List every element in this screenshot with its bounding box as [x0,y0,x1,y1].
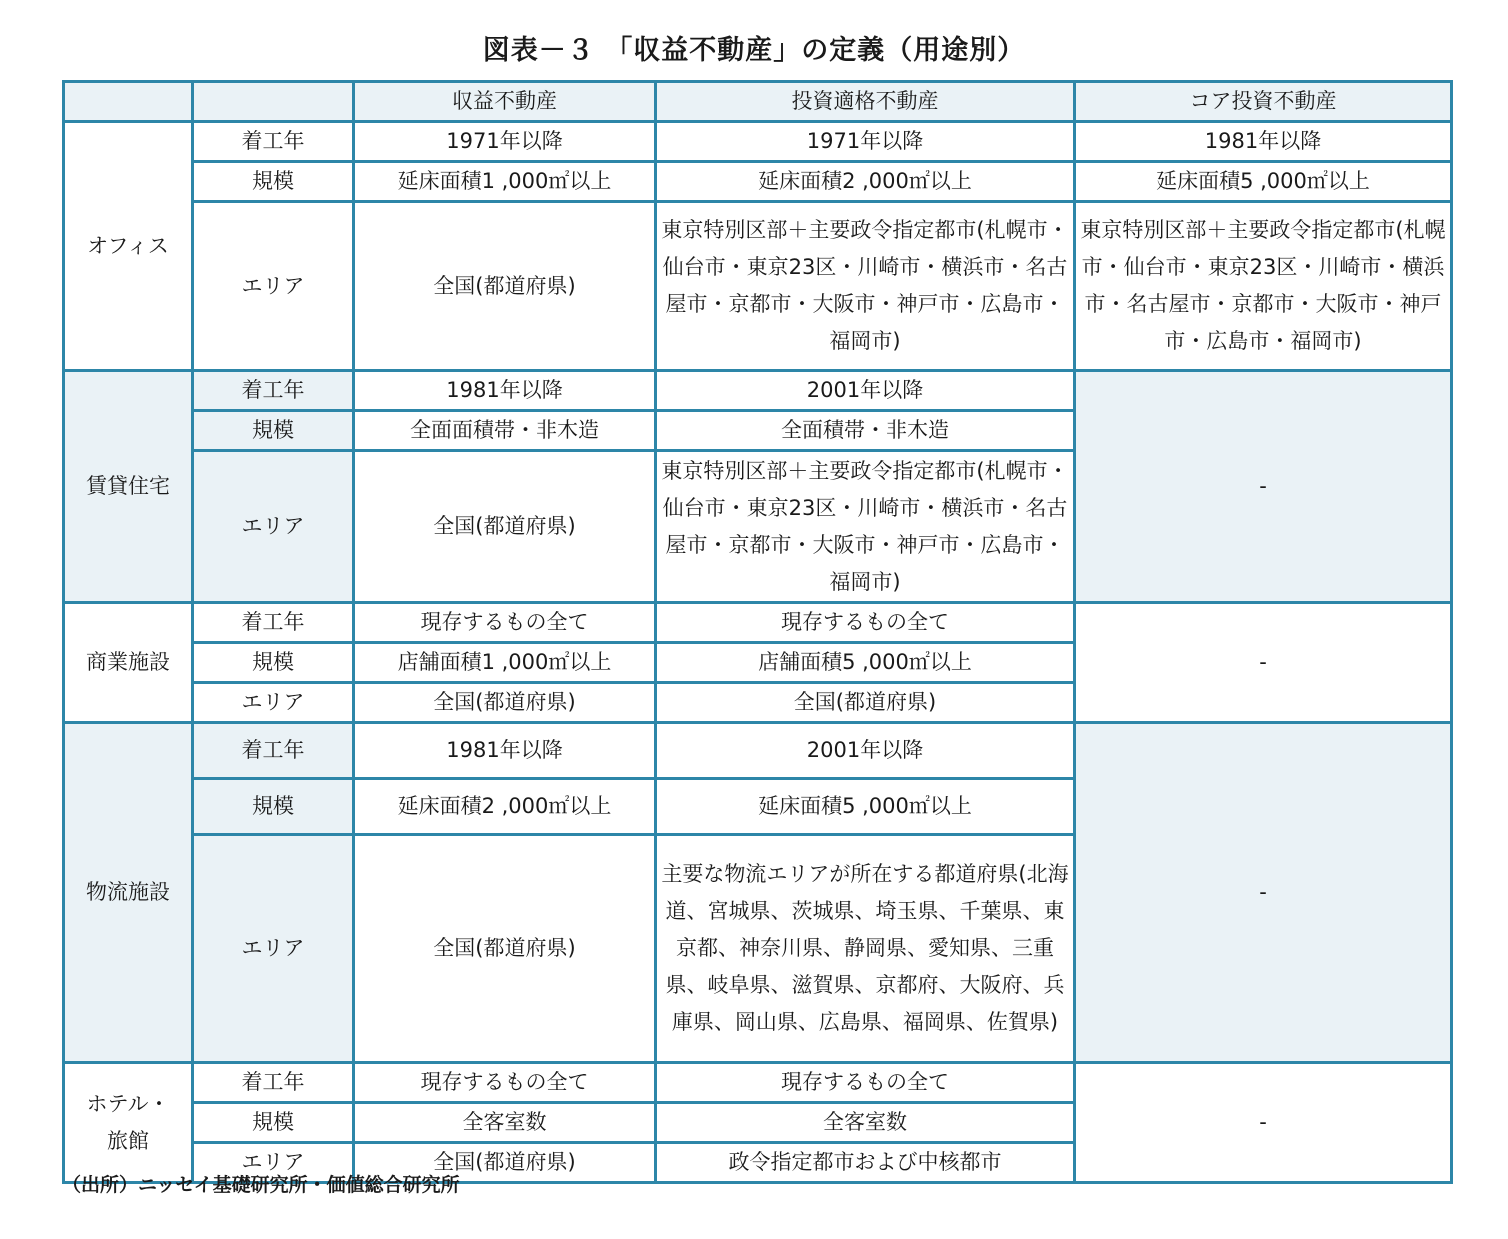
group-hotel [64,1063,193,1183]
attr-scale: 規模 [193,1103,354,1143]
hotel-core-dash: - [1075,1063,1452,1183]
office-area-core: 東京特別区部＋主要政令指定都市(札幌市・仙台市・東京23区・川崎市・横浜市・名古屋市・京都市・大阪市・神戸市・広島市・福岡市) [1075,202,1452,371]
logistics-scale-investment: 延床面積5 ,000㎡以上 [656,779,1075,835]
retail-area-investment: 全国(都道府県) [656,683,1075,723]
retail-year-investment: 現存するもの全て [656,603,1075,643]
attr-area: エリア [193,1143,354,1183]
logistics-year-income: 1981年以降 [354,723,656,779]
logistics-area-investment: 主要な物流エリアが所在する都道府県(北海道、宮城県、茨城県、埼玉県、千葉県、東京都、神奈川県、静岡県、愛知県、三重県、岐阜県、滋賀県、京都府、大阪府、兵庫県、岡山県、広島県、福岡県、佐賀県) [656,835,1075,1063]
attr-scale: 規模 [193,162,354,202]
header-row [64,82,1452,122]
group-office: オフィス [64,122,193,371]
hotel-area-investment: 政令指定都市および中核都市 [656,1143,1075,1183]
rental-scale-investment: 全面積帯・非木造 [656,411,1075,451]
office-scale-income: 延床面積1 ,000㎡以上 [354,162,656,202]
attr-year: 着工年 [193,1063,354,1103]
hotel-year-income: 現存するもの全て [354,1063,656,1103]
attr-scale: 規模 [193,411,354,451]
retail-core-dash: - [1075,603,1452,723]
office-scale-investment: 延床面積2 ,000㎡以上 [656,162,1075,202]
logistics-year-row [64,723,1452,779]
office-year-core: 1981年以降 [1075,122,1452,162]
attr-year: 着工年 [193,603,354,643]
page-title: 図表－３ 「収益不動産」の定義（用途別） [482,35,1026,66]
logistics-area-income: 全国(都道府県) [354,835,656,1063]
hotel-scale-income: 全客室数 [354,1103,656,1143]
office-year-investment: 1971年以降 [656,122,1075,162]
source-note: （出所）ニッセイ基礎研究所・価値総合研究所 [62,1174,460,1196]
retail-scale-investment: 店舗面積5 ,000㎡以上 [656,643,1075,683]
hotel-year-row [64,1063,1452,1103]
header-income-property: 収益不動産 [354,82,656,122]
attr-area: エリア [193,451,354,603]
office-area-income: 全国(都道府県) [354,202,656,371]
group-rental-housing: 賃貸住宅 [64,371,193,603]
header-cell-blank-2 [193,82,354,122]
definition-table [62,80,1453,1184]
attr-scale: 規模 [193,779,354,835]
office-year-row [64,122,1452,162]
rental-scale-income: 全面面積帯・非木造 [354,411,656,451]
office-area-investment: 東京特別区部＋主要政令指定都市(札幌市・仙台市・東京23区・川崎市・横浜市・名古屋市・京都市・大阪市・神戸市・広島市・福岡市) [656,202,1075,371]
office-scale-core: 延床面積5 ,000㎡以上 [1075,162,1452,202]
header-investment-grade: 投資適格不動産 [656,82,1075,122]
attr-year: 着工年 [193,122,354,162]
group-logistics: 物流施設 [64,723,193,1063]
logistics-core-dash: - [1075,723,1452,1063]
attr-year: 着工年 [193,723,354,779]
header-cell-blank-1 [64,82,193,122]
retail-scale-income: 店舗面積1 ,000㎡以上 [354,643,656,683]
attr-area: エリア [193,202,354,371]
group-retail: 商業施設 [64,603,193,723]
attr-scale: 規模 [193,643,354,683]
rental-year-investment: 2001年以降 [656,371,1075,411]
rental-area-investment: 東京特別区部＋主要政令指定都市(札幌市・仙台市・東京23区・川崎市・横浜市・名古屋市・京都市・大阪市・神戸市・広島市・福岡市) [656,451,1075,603]
retail-area-income: 全国(都道府県) [354,683,656,723]
logistics-scale-income: 延床面積2 ,000㎡以上 [354,779,656,835]
office-year-income: 1971年以降 [354,122,656,162]
office-area-row [64,202,1452,371]
header-core-investment: コア投資不動産 [1075,82,1452,122]
retail-year-income: 現存するもの全て [354,603,656,643]
retail-year-row [64,603,1452,643]
attr-year: 着工年 [193,371,354,411]
hotel-scale-investment: 全客室数 [656,1103,1075,1143]
hotel-year-investment: 現存するもの全て [656,1063,1075,1103]
logistics-year-investment: 2001年以降 [656,723,1075,779]
rental-year-income: 1981年以降 [354,371,656,411]
rental-year-row [64,371,1452,411]
hotel-area-income: 全国(都道府県) [354,1143,656,1183]
office-scale-row [64,162,1452,202]
attr-area: エリア [193,683,354,723]
attr-area: エリア [193,835,354,1063]
rental-area-income: 全国(都道府県) [354,451,656,603]
rental-core-dash: - [1075,371,1452,603]
group-hotel-label: ホテル・旅館 [86,1091,170,1153]
